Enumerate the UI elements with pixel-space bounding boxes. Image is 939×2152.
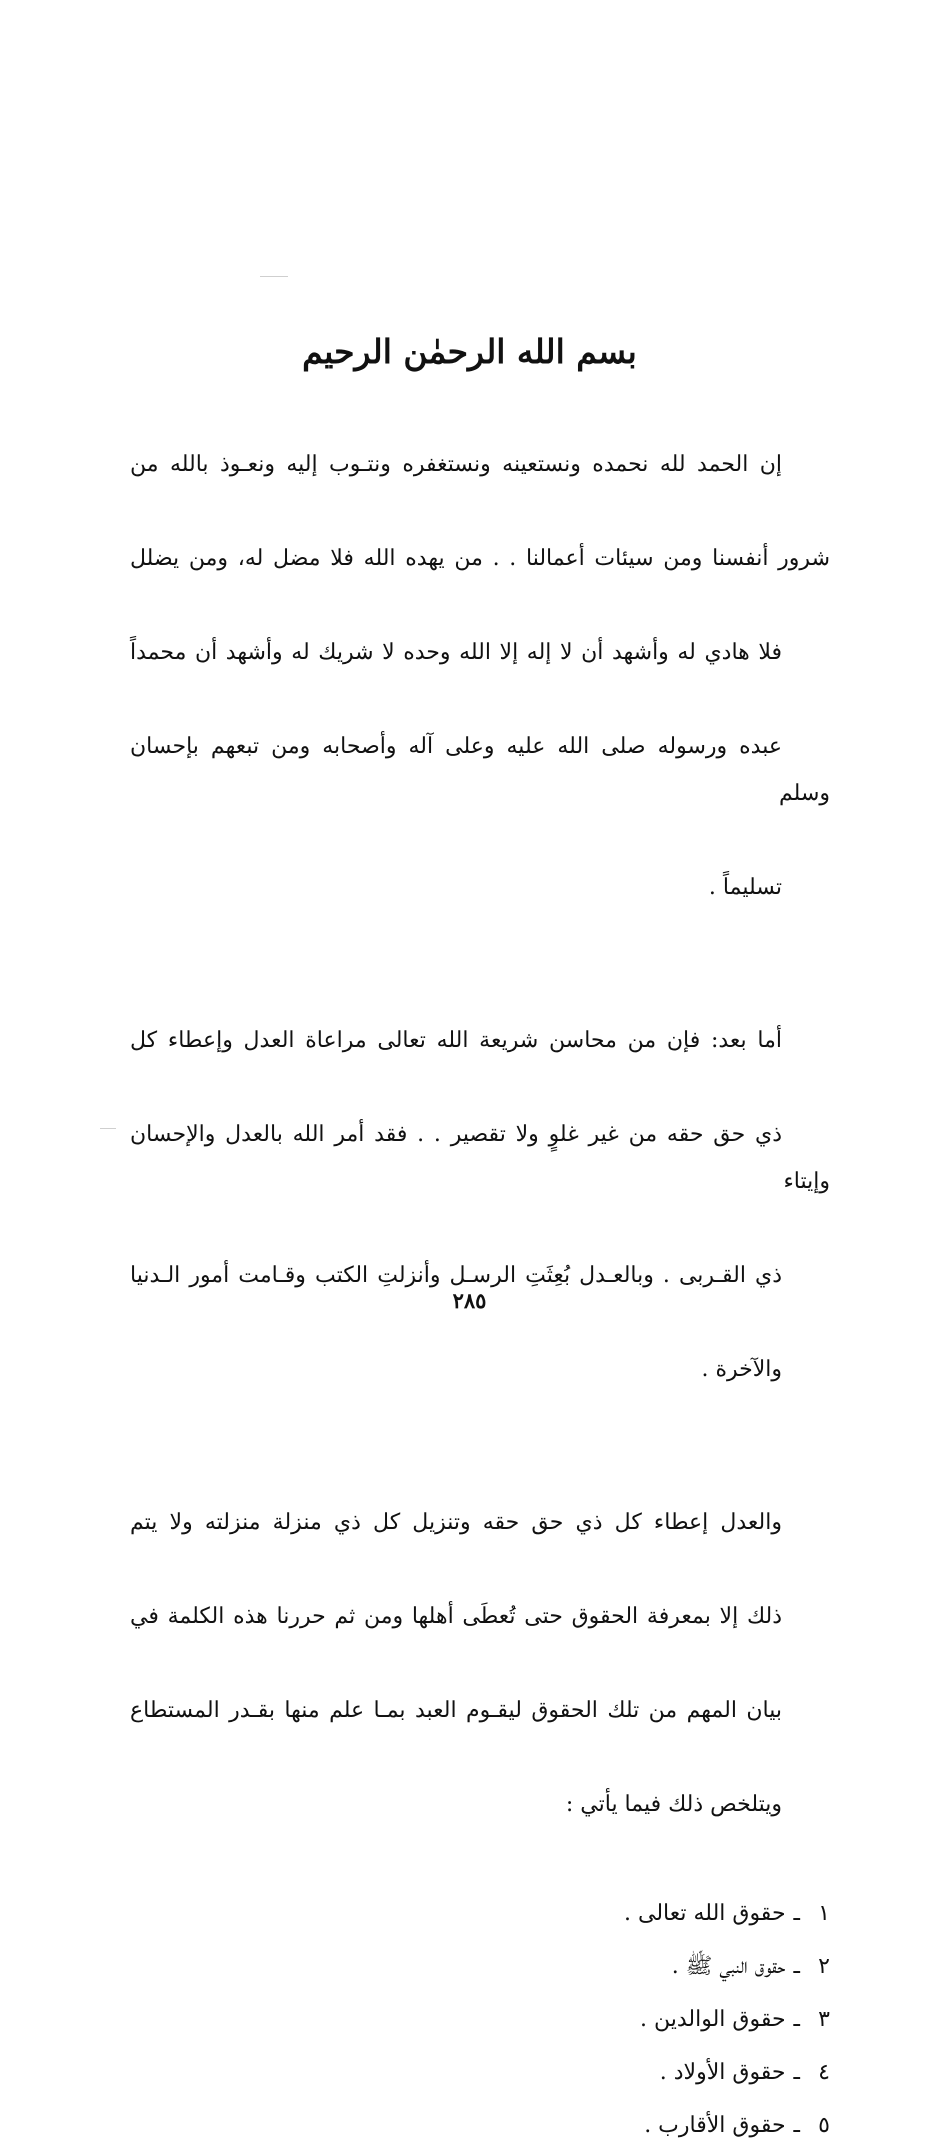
- text-line: ذي حق حقه من غير غلوٍ ولا تقصير . . فقد أمر الله بالعدل والإحسان وإيتاء: [130, 1122, 830, 1194]
- list-dash: ـ: [793, 2060, 800, 2085]
- rights-list: [130, 1887, 830, 2152]
- list-number: ٣: [818, 2007, 830, 2032]
- list-text: حقوق النبي ﷺ .: [671, 1954, 786, 1979]
- list-item: [130, 1887, 830, 1940]
- text-line: شرور أنفسنا ومن سيئات أعمالنا . . من يهده الله فلا مضل له، ومن يضلل: [130, 546, 830, 571]
- paragraph-rights-intro: [130, 1452, 830, 1875]
- list-number: ٢: [818, 1954, 830, 1979]
- text-line: عبده ورسوله صلى الله عليه وعلى آله وأصحابه ومن تبعهم بإحسان وسلم: [130, 734, 830, 806]
- list-text: حقوق الوالدين .: [639, 2007, 786, 2032]
- text-line: فلا هادي له وأشهد أن لا إله إلا الله وحده لا شريك له وأشهد أن محمداً: [130, 640, 782, 665]
- text-line: بيان المهم من تلك الحقوق ليقـوم العبد بمـا علم منها بقـدر المستطاع: [130, 1698, 782, 1723]
- text-line: والآخرة .: [701, 1357, 782, 1382]
- list-text: حقوق الأولاد .: [659, 2060, 786, 2085]
- text-line: ذلك إلا بمعرفة الحقوق حتى تُعطَى أهلها ومن ثم حررنا هذه الكلمة في: [130, 1604, 782, 1629]
- paragraph-justice: [130, 970, 830, 1440]
- list-item: [130, 2099, 830, 2152]
- text-line: والعدل إعطاء كل ذي حق حقه وتنزيل كل ذي منزلة منزلته ولا يتم: [130, 1510, 782, 1535]
- list-text: حقوق الله تعالى .: [624, 1901, 786, 1926]
- list-dash: ـ: [793, 2007, 800, 2032]
- scan-mark-top: [260, 276, 288, 277]
- document-body: [130, 394, 830, 2152]
- list-item: [130, 1940, 830, 1993]
- scan-mark-left: [100, 1128, 116, 1129]
- list-number: ١: [818, 1901, 830, 1926]
- text-line: ذي القـربى . وبالعـدل بُعِثَتِ الرسـل وأنزلتِ الكتب وقـامت أمور الـدنيا: [130, 1263, 782, 1288]
- basmala-heading: بسم الله الرحمٰن الرحيم: [302, 332, 637, 371]
- list-item: [130, 1993, 830, 2046]
- list-text: حقوق الأقارب .: [644, 2113, 786, 2138]
- page-number: ٢٨٥: [452, 1288, 487, 1313]
- text-line: أما بعد: فإن من محاسن شريعة الله تعالى مراعاة العدل وإعطاء كل: [130, 1028, 782, 1053]
- text-line: تسليماً .: [708, 875, 782, 900]
- list-dash: ـ: [793, 1954, 800, 1979]
- list-number: ٥: [818, 2113, 830, 2138]
- paragraph-praise: [130, 394, 830, 958]
- list-dash: ـ: [793, 2113, 800, 2138]
- list-dash: ـ: [793, 1901, 800, 1926]
- text-line: إن الحمد لله نحمده ونستعينه ونستغفره ونتـوب إليه ونعـوذ بالله من: [130, 452, 782, 477]
- text-line: ويتلخص ذلك فيما يأتي :: [565, 1792, 782, 1817]
- list-item: [130, 2046, 830, 2099]
- list-number: ٤: [818, 2060, 830, 2085]
